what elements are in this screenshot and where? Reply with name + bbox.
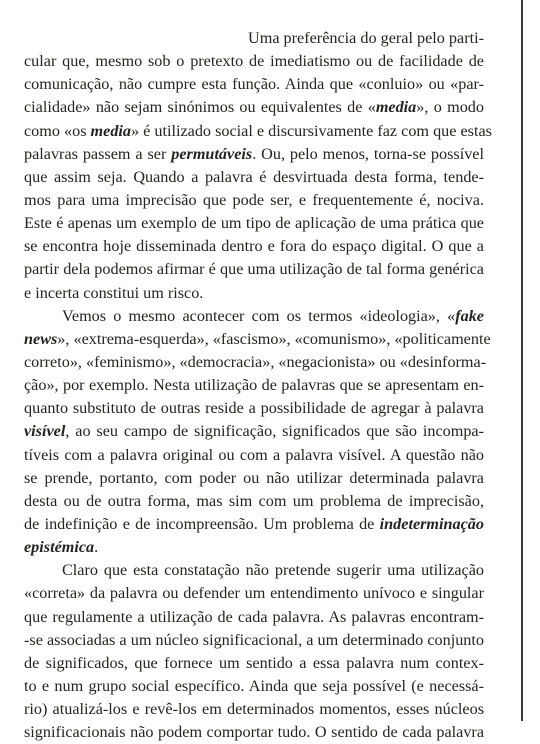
text-run: correto», «feminismo», «democracia», «negacionista» ou «desinforma- [24, 352, 487, 371]
text-run: cialidade» não sejam sinónimos ou equivalentes de « [24, 98, 376, 117]
text-line [24, 328, 491, 351]
text-line [24, 305, 484, 328]
emphasis-text: permutáveis [171, 144, 253, 163]
text-run: «correta» da palavra ou defender um entendimento unívoco e singular [24, 584, 484, 603]
text-line [24, 675, 484, 698]
text-line [24, 50, 484, 73]
paragraph [24, 559, 484, 744]
text-run: Claro que esta constatação não pretende sugerir uma utilização [62, 561, 484, 580]
text-line [24, 397, 484, 420]
text-run: Vemos o mesmo acontecer com os termos «ideologia», « [62, 306, 456, 325]
text-run: e incerta constitui um risco. [24, 283, 204, 302]
text-line [24, 420, 484, 443]
text-run: cular que, mesmo sob o pretexto de imediatismo ou de facilidade de [24, 52, 484, 71]
text-run: que regulamente a utilização de cada palavra. As palavras encontram- [24, 607, 484, 626]
text-run: significacionais não podem comportar tudo. O sentido de cada palavra [24, 723, 484, 742]
text-line [24, 96, 484, 119]
text-run: partir dela podemos afirmar é que uma utilização de tal forma genérica [24, 260, 484, 279]
text-run: », o modo [416, 98, 484, 117]
text-line [24, 606, 484, 629]
text-line [24, 444, 484, 467]
text-line [24, 559, 484, 582]
emphasis-text: visível [24, 422, 66, 441]
emphasis-text: media [375, 98, 417, 117]
text-line [24, 235, 484, 258]
text-line [24, 374, 484, 397]
text-run: desta ou de outra forma, mas sim com um problema de imprecisão, [24, 491, 484, 510]
emphasis-text: news [24, 329, 58, 348]
text-run: comunicação, não cumpre esta função. Ainda que «conluio» ou «par- [24, 75, 484, 94]
text-line [24, 212, 484, 235]
text-line [24, 120, 492, 143]
text-line [24, 467, 484, 490]
text-line [24, 27, 484, 50]
emphasis-text: fake [455, 306, 484, 325]
text-line [24, 582, 484, 605]
text-line [24, 513, 484, 536]
text-line [24, 351, 487, 374]
text-run: se prende, portanto, com poder ou não utilizar determinada palavra [24, 468, 484, 487]
text-run: . Ou, pelo menos, torna-se possível [252, 144, 484, 163]
text-run: de significados, que fornece um sentido a essa palavra num contex- [24, 653, 484, 672]
emphasis-text: media [90, 121, 132, 140]
emphasis-text: indeterminação [379, 514, 484, 533]
text-run: de indefinição e de incompreensão. Um problema de [24, 514, 380, 533]
text-run: Este é apenas um exemplo de um tipo de aplicação de uma prática que [24, 214, 484, 233]
text-run: , ao seu campo de significação, significados que são incompa- [65, 422, 484, 441]
text-line [24, 189, 484, 212]
text-line [24, 73, 484, 96]
paragraph [24, 27, 492, 305]
text-run: rio) atualizá-los e revê-los em determinados momentos, esses núcleos [24, 700, 484, 719]
text-run: » é utilizado social e discursivamente faz com que estas [131, 121, 492, 140]
text-run: ção», por exemplo. Nesta utilização de palavras que se apresentam en- [24, 376, 484, 395]
text-line [24, 166, 484, 189]
text-line [24, 536, 484, 559]
text-line [24, 282, 484, 305]
text-line [24, 143, 484, 166]
text-run: tíveis com a palavra original ou com a palavra visível. A questão não [24, 445, 484, 464]
text-line [24, 258, 484, 281]
text-line [24, 490, 484, 513]
text-line [24, 698, 484, 721]
body-text [24, 27, 492, 744]
text-run: que assim seja. Quando a palavra é desvirtuada desta forma, tende- [24, 167, 484, 186]
text-run: como «os [24, 121, 91, 140]
text-line [24, 629, 484, 652]
text-run: Uma preferência do geral pelo parti- [248, 29, 484, 47]
emphasis-text: epistémica [24, 538, 95, 557]
text-run: se encontra hoje disseminada dentro e fora do espaço digital. O que a [24, 237, 484, 256]
text-run: », «extrema-esquerda», «fascismo», «comunismo», «politicamente [57, 329, 491, 348]
paragraph [24, 305, 491, 560]
text-run: -se associadas a um núcleo significacional, a um determinado conjunto [24, 630, 484, 649]
text-run: quanto substituto de outras reside a possibilidade de agregar à palavra [24, 399, 484, 418]
text-line [24, 721, 484, 744]
text-run: mos para uma imprecisão que pode ser, e frequentemente é, nociva. [24, 190, 484, 209]
text-line [24, 652, 484, 675]
text-run: . [94, 538, 99, 557]
text-run: to e num grupo social específico. Ainda que seja possível (e necessá- [24, 676, 484, 695]
page-edge-rule [521, 0, 523, 721]
text-run: palavras passem a ser [24, 144, 172, 163]
